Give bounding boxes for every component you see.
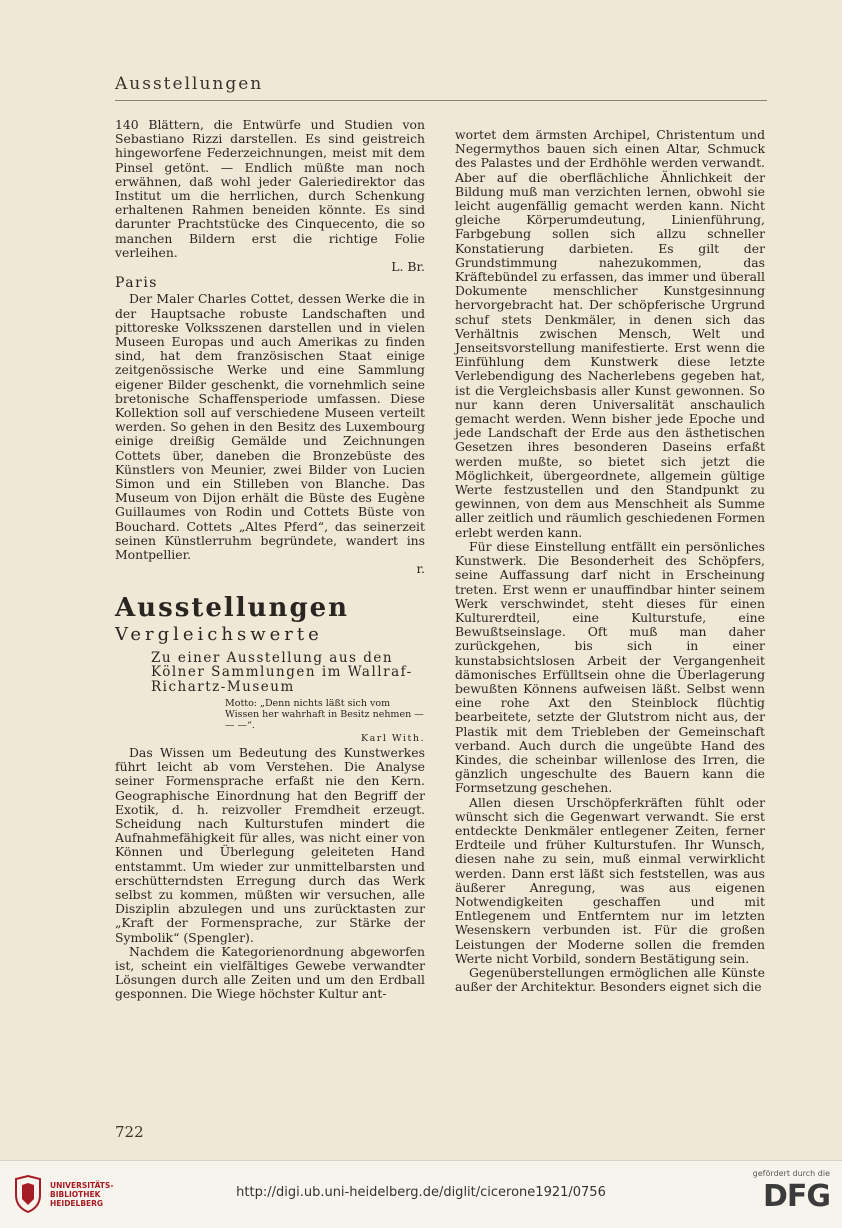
running-head: Ausstellungen [115,74,264,94]
paragraph-gegenueber: Gegenüberstellungen ermöglichen alle Künste außer der Architektur. Besonders eignet sich die [455,964,765,995]
city-heading-paris: Paris [115,275,158,292]
paragraph-einstellung: Für diese Einstellung entfällt ein persönliches Kunstwerk. Die Besonderheit des Schöpfers, seine Auffassung darf nicht in Erscheinung treten. Erst wenn er unauffindbar hinter seinem Werk verschwindet, steht dieses für einen Kulturerdteil, eine Kulturstufe, eine Bewußtseinslage. Oft muß man daher zurückgehen, bis sich in einer kunstabsichtslosen Arbeit der Vergangenheit dämonisches Erfülltsein ohne die Überlagerung bewußten Könnens aufweisen läßt. Selbst wenn eine rohe Axt den Steinblock flüchtig bearbeitete, setzte der Glutstrom nicht aus, der Plastik mit dem Triebleben der Gemeinschaft verband. Auch durch die ungeübte Hand des Kindes, die scheinbar willenlose des Irren, die gänzlich ungeschulte des Bauern kann die Formsetzung geschehen. [455,538,765,796]
dfg-logo[interactable] [753,1169,830,1212]
paragraph-cottet: Der Maler Charles Cottet, dessen Werke die in der Hauptsache robuste Landschaften und pittoreske Volksszenen darstellen und in vielen Museen Europas und auch Amerikas zu finden sind, hat dem französischen Staat einige zeitgenössische Werke und eine Sammlung eigener Bilder geschenkt, die vornehmlich seine bretonische Schaffensperiode umfassen. Diese Kollektion soll auf verschiedene Museen verteilt werden. So gehen in den Besitz des Luxembourg einige dreißig Gemälde und Zeichnungen Cottets über, daneben die Bronzebüste des Künstlers von Meunier, zwei Bilder von Lucien Simon und ein Stilleben von Blanche. Das Museum von Dijon erhält die Büste des Eugène Guillaumes von Rodin und Cottets Büste von Bouchard. Cottets „Altes Pferd“, das seinerzeit seinen Künstlerruhm begründete, wandert ins Montpellier. [115,291,425,563]
right-column [455,128,765,994]
paragraph-wissen: Das Wissen um Bedeutung des Kunstwerkes führt leicht ab vom Verstehen. Die Analyse seiner Formensprache erfaßt nie den Kern. Geographische Einordnung hat den Begriff der Exotik, d. h. reizvoller Fremdheit erzeugt. Scheidung nach Kulturstufen mindert die Aufnahmefähigkeit für alles, was nicht einer von Können und Überlegung geleiteten Hand entstammt. Um wieder zur unmittelbarsten und erschütterndsten Erregung durch das Werk selbst zu kommen, müßten wir versuchen, alle Disziplin abzulegen und uns zurücktasten zur „Kraft der Formensprache, zur Stärke der Symbolik“ (Spengler). [115,745,425,945]
page-number: 722 [115,1123,144,1141]
header-rule [115,100,767,101]
paragraph-rizzi: 140 Blättern, die Entwürfe und Studien von Sebastiano Rizzi darstellen. Es sind geistreich hingeworfene Federzeichnungen, meist mit dem Pinsel getönt. — Endlich müßte man noch erwähnen, daß wohl jeder Galeriedirektor das Institut um die herrlichen, durch Schenkung erhaltenen Rahmen beneiden könnte. Es sind darunter Prachtstücke des Cinquecento, die so manchen Bildern erst die richtige Folie verleihen. [115,117,425,260]
section-title: Ausstellungen [115,592,350,623]
funded-by-label: gefördert durch die [752,1169,830,1178]
paragraph-nachdem: Nachdem die Kategorienordnung abgeworfen ist, scheint ein vielfältiges Gewebe verwandter Lösungen durch alle Zeiten und um den Erdball gesponnen. Die Wiege höchster Kultur ant- [115,943,425,1002]
library-name-line1: UNIVERSITÄTS- [50,1180,114,1190]
library-name-line3: HEIDELBERG [50,1198,104,1208]
left-column [115,118,425,1002]
section-subsubtitle: Zu einer Ausstellung aus den Kölner Sammlungen im Wallraf-Richartz-Museum [151,649,413,695]
library-name-line2: BIBLIOTHEK [50,1189,101,1199]
motto-author: Karl With. [361,733,425,744]
paragraph-archipel: wortet dem ärmsten Archipel, Christentum und Negermythos bauen sich einen Altar, Schmuck des Palastes und der Erdhöhle werden verwandt. Aber auf die oberflächliche Ähnlichkeit der Bildung muß man verzichten lernen, obwohl sie leicht augenfällig gemacht werden kann. Nicht gleiche Körperumdeutung, Linienführung, Farbgebung sollen sich allzu schneller Konstatierung darbieten. Es gilt der Grundstimmung nahezukommen, das Kräftebündel zu erfassen, das immer und überall Dokumente menschlicher Kunstgesinnung hervorgebracht hat. Der schöpferische Urgrund schuf stets Denkmäler, in denen sich das Verhältnis zwischen Mensch, Welt und Jenseitsvorstellung manifestierte. Erst wenn die Einfühlung dem Kunstwerk diese letzte Verlebendigung des Nacherlebens gegeben hat, ist die Vergleichsbasis aller Kunst gewonnen. So nur kann deren Universalität anschaulich gemacht werden. Wenn bisher jede Epoche und jede Landschaft der Erde aus den ästhetischen Gesetzen ihres besonderen Daseins erfaßt werden mußte, so bietet sich jetzt die Möglichkeit, übergeordnete, allgemein gültige Werte festzustellen und den Standpunkt zu gewinnen, von dem aus Menschheit als Summe aller zeitlich und räumlich geschiedenen Formen erlebt werden kann. [455,127,765,540]
motto: Motto: „Denn nichts läßt sich vom Wissen her wahrhaft in Besitz nehmen — — —“. [225,698,424,731]
paragraph-urschoepfer: Allen diesen Urschöpferkräften fühlt oder wünscht sich die Gegenwart verwandt. Sie erst entdeckte Denkmäler entlegener Zeiten, ferner Erdteile und früher Kulturstufen. Ihr Wunsch, diesen nahe zu sein, muß einmal verwirklicht werden. Dann erst läßt sich feststellen, was aus äußerer Anregung, was aus eigenen Notwendigkeiten geschaffen und mit Entlegenem und Entferntem nur im letzten Wesenskern verbunden ist. Für die großen Leistungen der Moderne sollen die fremden Werte nicht Vorbild, sondern Bestätigung sein. [455,794,765,966]
signature-r: r. [416,561,425,577]
signature-lbr: L. Br. [391,259,425,275]
footer-bar [0,1160,842,1228]
dfg-wordmark: DFG [762,1179,830,1214]
section-subtitle: Vergleichswerte [115,623,323,645]
permalink-url[interactable]: http://digi.ub.uni-heidelberg.de/diglit/cicerone1921/0756 [236,1185,606,1200]
